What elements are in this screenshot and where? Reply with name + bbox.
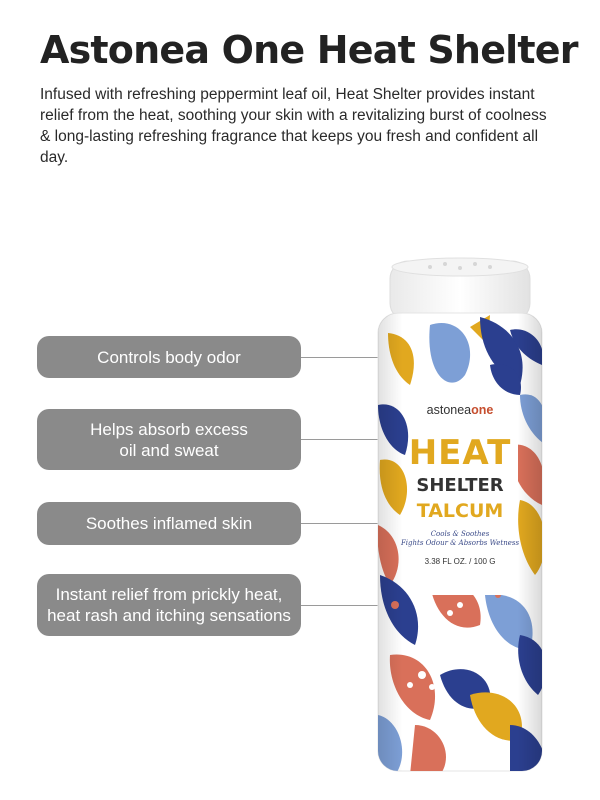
product-description: Infused with refreshing peppermint leaf oil, Heat Shelter provides instant relief from the heat, soothing your skin with a revitalizing burst of coolness & long-lasting refreshing fragrance that keeps you fresh and confident all day.: [40, 86, 547, 166]
feature-text: heat rash and itching sensations: [47, 606, 291, 625]
feature-pill-soothes: [37, 502, 301, 545]
connector-line: [301, 357, 379, 358]
connector-line: [301, 439, 379, 440]
tagline-line: Fights Odour & Absorbs Wetness: [400, 539, 520, 547]
connector-line: [301, 523, 379, 524]
feature-pill-odor: [37, 336, 301, 378]
tagline-line: Cools & Soothes: [430, 530, 490, 538]
product-tagline: [394, 530, 526, 548]
feature-text: Soothes inflamed skin: [85, 514, 253, 533]
net-content: 3.38 FL OZ. / 100 G: [424, 557, 496, 566]
product-name-shelter: SHELTER: [416, 475, 504, 496]
product-name-talcum: TALCUM: [416, 500, 504, 522]
product-name-heat: HEAT: [408, 433, 512, 473]
feature-text: Controls body odor: [97, 347, 241, 367]
brand-prefix: astonea: [426, 403, 472, 417]
feature-pill-relief: [37, 574, 301, 636]
brand-logo: [394, 403, 526, 417]
product-bottle-image: [370, 255, 550, 775]
feature-pill-absorb: [37, 409, 301, 470]
feature-text: Instant relief from prickly heat,: [55, 585, 283, 604]
brand-suffix: one: [471, 403, 494, 417]
connector-line: [301, 605, 379, 606]
feature-text: Helps absorb excess: [90, 419, 248, 439]
feature-text: oil and sweat: [119, 440, 219, 460]
page-title: Astonea One Heat Shelter: [40, 28, 578, 72]
bottle-label: [394, 255, 526, 775]
